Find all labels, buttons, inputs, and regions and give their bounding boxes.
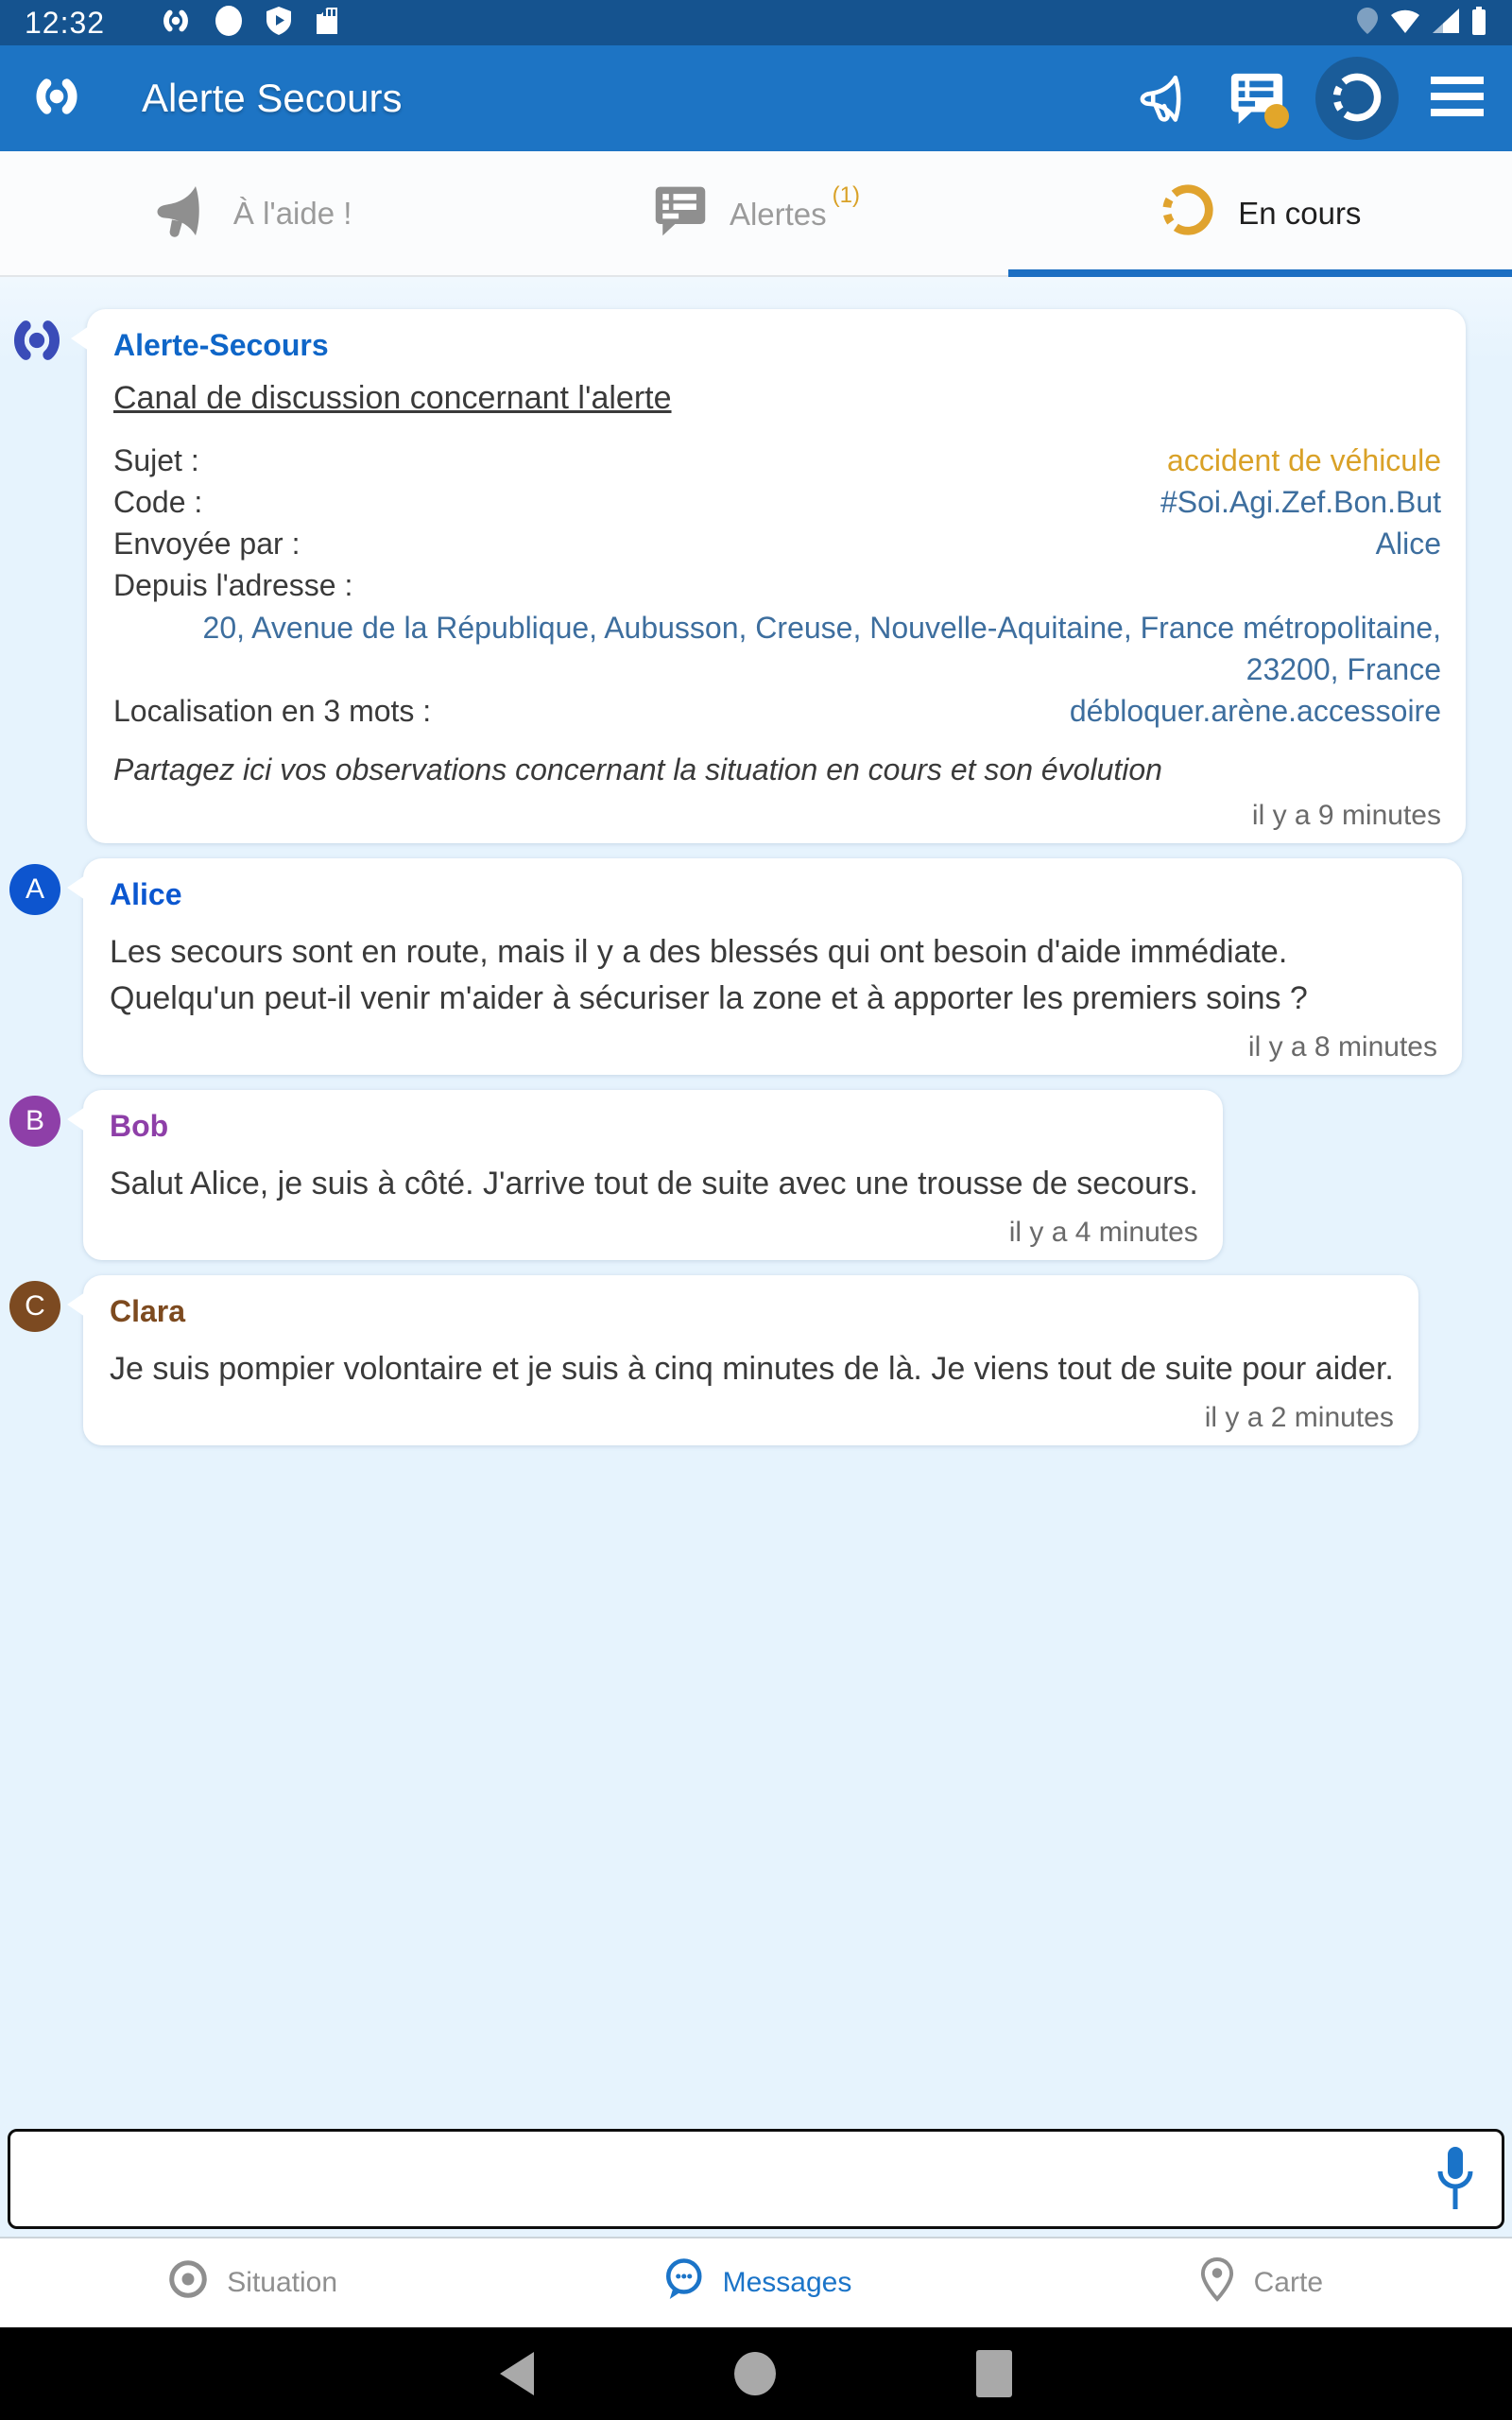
author-name: Bob — [110, 1109, 169, 1144]
app-header — [0, 45, 1512, 151]
nav-item-situation[interactable] — [0, 2238, 504, 2327]
chat-message — [9, 858, 1512, 1075]
sd-card-icon — [315, 6, 339, 41]
subject-value: accident de véhicule — [1167, 443, 1441, 477]
message-feed — [0, 277, 1512, 2237]
home-icon[interactable] — [734, 2352, 776, 2395]
message-text: Salut Alice, je suis à côté. J'arrive tout de suite avec une trousse de secours. — [110, 1166, 1198, 1202]
menu-button[interactable] — [1423, 64, 1491, 132]
author-name: Alerte-Secours — [113, 328, 329, 362]
status-right-cluster — [1355, 6, 1487, 41]
tab-label: À l'aide ! — [232, 195, 352, 231]
map-pin-icon — [1197, 2256, 1237, 2309]
nav-label: Situation — [227, 2267, 338, 2298]
message-bubble — [83, 1275, 1418, 1445]
alert-logo-icon — [160, 5, 192, 42]
timestamp: il y a 4 minutes — [1008, 1217, 1198, 1249]
author-name: Clara — [110, 1294, 186, 1329]
megaphone-icon — [152, 180, 213, 248]
location-pin-icon — [1355, 6, 1380, 41]
composer — [0, 2123, 1512, 2237]
address-row: Depuis l'adresse : — [113, 568, 353, 603]
author-name: Alice — [110, 877, 182, 912]
wifi-icon — [1389, 7, 1421, 40]
nav-item-carte[interactable] — [1008, 2238, 1512, 2327]
tab-a-laide[interactable] — [0, 151, 504, 275]
mic-button[interactable] — [1429, 2146, 1482, 2214]
status-left-cluster — [25, 5, 339, 42]
recents-icon[interactable] — [976, 2350, 1012, 2397]
android-navigation-bar — [0, 2327, 1512, 2420]
subject-row: Sujet : accident de véhicule — [113, 440, 1441, 481]
avatar: B — [9, 1096, 60, 1147]
alert-count-badge: (1) — [832, 182, 861, 208]
nav-item-messages[interactable] — [504, 2238, 1007, 2327]
back-icon[interactable] — [500, 2352, 534, 2395]
avatar: A — [9, 864, 60, 915]
timestamp: il y a 2 minutes — [1204, 1402, 1394, 1434]
tab-label: Alertes$^{(1)}$ — [729, 182, 861, 232]
instructions-note: Partagez ici vos observations concernant la situation en cours et son évolution — [113, 752, 1162, 787]
target-icon — [166, 2257, 210, 2308]
header-actions — [1130, 57, 1491, 140]
tab-label: En cours — [1238, 195, 1362, 231]
in-progress-button[interactable] — [1315, 57, 1399, 140]
avatar: C — [9, 1281, 60, 1332]
message-list[interactable] — [0, 277, 1512, 2123]
nav-label: Carte — [1253, 2267, 1323, 2298]
system-bubble — [87, 309, 1466, 843]
bottom-nav — [0, 2237, 1512, 2327]
page-title: Alerte Secours — [142, 76, 403, 120]
alert-channel-title: Canal de discussion concernant l'alerte — [113, 380, 672, 416]
message-bubble — [83, 858, 1462, 1075]
chat-message — [9, 1090, 1512, 1260]
timestamp: il y a 9 minutes — [1251, 800, 1441, 832]
chat-bubble-icon — [661, 2256, 706, 2309]
nav-label: Messages — [722, 2267, 852, 2298]
message-bubble — [83, 1090, 1223, 1260]
tab-bar — [0, 151, 1512, 277]
menu-icon — [1431, 77, 1484, 121]
megaphone-icon — [1137, 70, 1192, 128]
timestamp: il y a 8 minutes — [1247, 1031, 1437, 1063]
loader-icon — [1159, 181, 1217, 247]
message-text: Les secours sont en route, mais il y a des blessés qui ont besoin d'aide immédiate. Quelqu'un peut-il venir m'aider à sécuriser la zone et à apporter les premiers soins ? — [110, 934, 1308, 1017]
clock: 12:32 — [25, 5, 106, 40]
status-bar — [0, 0, 1512, 45]
battery-icon — [1470, 6, 1487, 41]
w3w-value[interactable]: débloquer.arène.accessoire — [1069, 693, 1441, 728]
code-value: #Soi.Agi.Zef.Bon.But — [1160, 485, 1441, 520]
unread-badge — [1264, 104, 1289, 129]
chat-message — [9, 1275, 1512, 1445]
message-text: Je suis pompier volontaire et je suis à cinq minutes de là. Je viens tout de suite pour aider. — [110, 1351, 1394, 1388]
loader-icon — [1329, 69, 1385, 129]
system-message — [9, 309, 1512, 843]
address-value[interactable]: 20, Avenue de la République, Aubusson, Creuse, Nouvelle-Aquitaine, France métropolitaine, 23200, France — [202, 610, 1441, 686]
sender-value: Alice — [1375, 527, 1441, 562]
circle-notification-icon — [215, 5, 243, 42]
microphone-icon — [1435, 2145, 1476, 2216]
shield-play-icon — [266, 6, 292, 41]
alert-logo-avatar — [9, 313, 64, 368]
send-alert-button[interactable] — [1130, 64, 1198, 132]
alerts-messages-button[interactable] — [1223, 64, 1291, 132]
alerts-chat-icon — [652, 182, 709, 246]
w3w-row: Localisation en 3 mots : débloquer.arène.accessoire — [113, 690, 1441, 732]
cell-signal-icon — [1431, 7, 1461, 40]
tab-alertes[interactable] — [504, 151, 1007, 275]
tab-en-cours[interactable] — [1008, 151, 1512, 275]
app-logo-icon — [32, 72, 81, 126]
message-input[interactable] — [8, 2129, 1504, 2229]
code-row: Code : #Soi.Agi.Zef.Bon.But — [113, 481, 1441, 523]
sender-row: Envoyée par : Alice — [113, 523, 1441, 564]
